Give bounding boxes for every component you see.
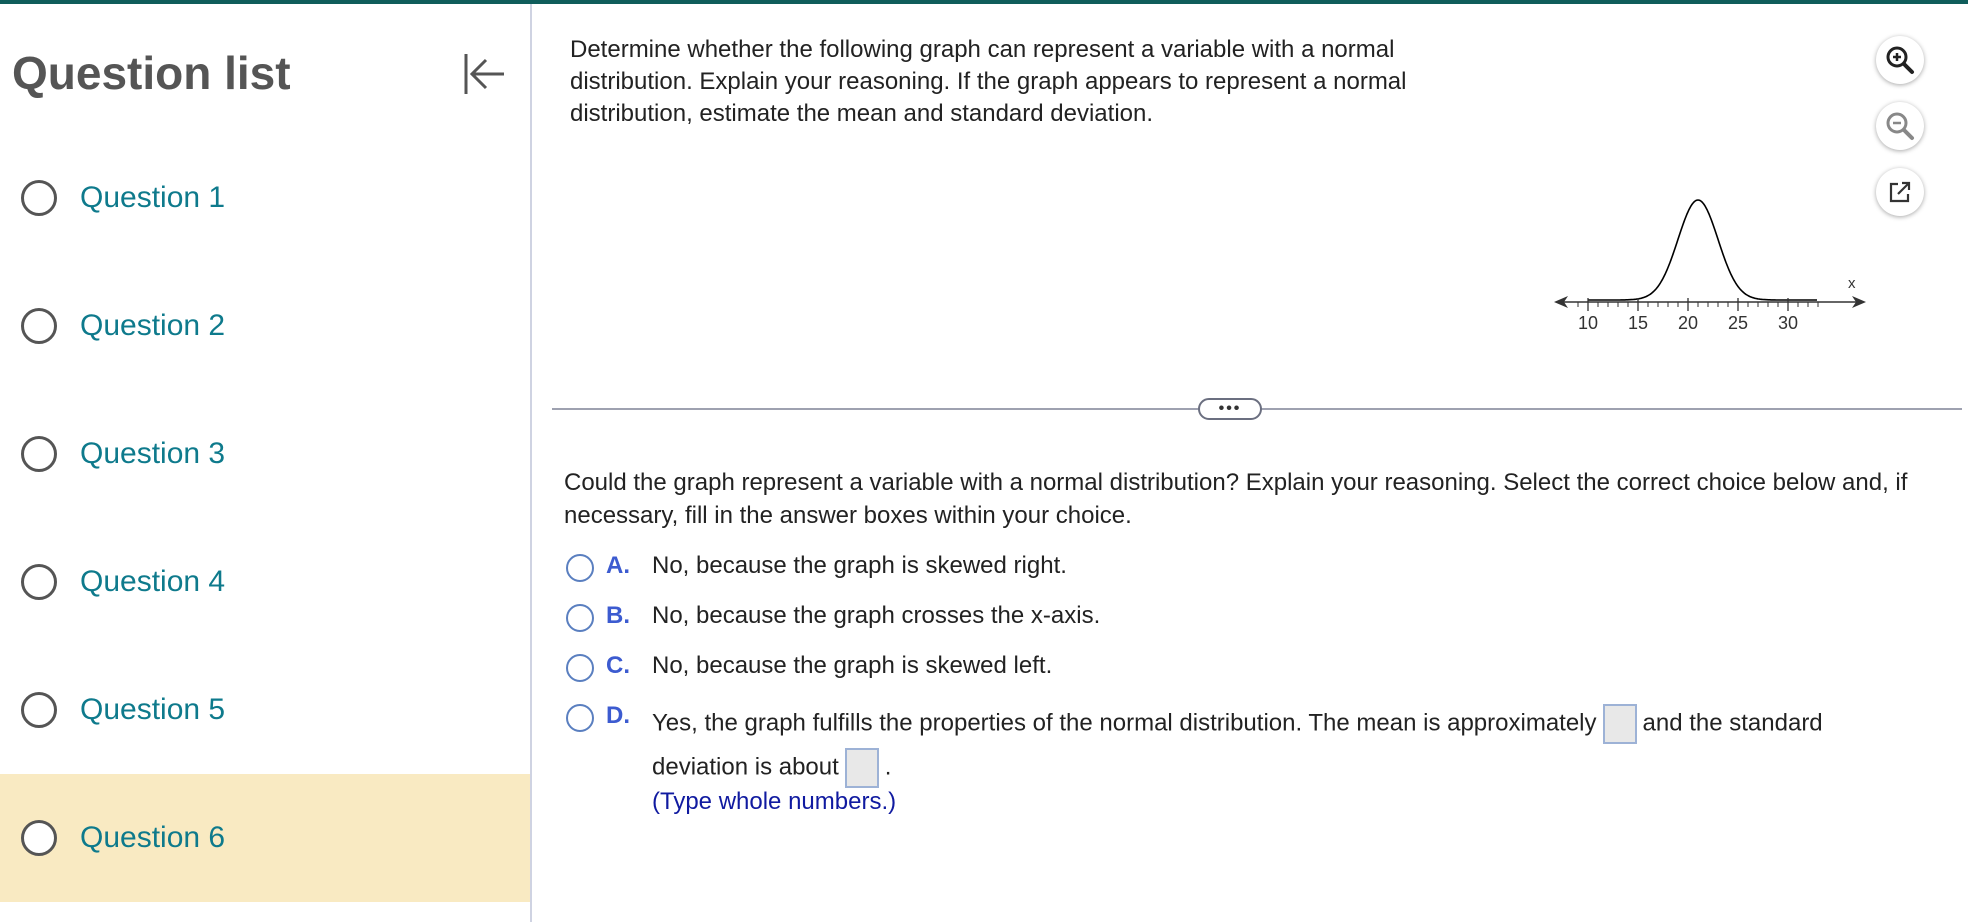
choice-text: No, because the graph is skewed left. [652,652,1053,679]
choice-b[interactable] [566,602,1101,632]
zoom-out-icon [1884,110,1916,142]
choice-text [652,704,1823,744]
question-item-6[interactable] [0,774,530,902]
choice-letter: C. [606,652,630,679]
question-item-3[interactable] [0,390,530,518]
x-axis-label: x [1848,275,1856,292]
radio-icon[interactable] [566,554,594,582]
chart-svg [1550,168,1880,348]
question-label: Question 6 [80,821,226,854]
choice-d-text-1: Yes, the graph fulfills the properties of the normal distribution. The mean is approximately [652,709,1597,737]
choice-d[interactable] [566,702,1823,815]
sd-answer-box[interactable] [845,748,879,788]
choice-letter: D. [606,702,630,729]
question-label: Question 4 [80,565,226,598]
tick-labels [1578,313,1798,333]
question-text: Could the graph represent a variable with a normal distribution? Explain your reasoning. Select the correct choice below and, if necessary, fill in the answer boxes within your choice. [564,469,1908,529]
question-prompt: Determine whether the following graph can represent a variable with a normal distribution. Explain your reasoning. If the graph appears to represent a normal distribution, estimate the mean and standard deviation. [570,36,1407,127]
radio-icon [21,820,57,856]
question-item-1[interactable] [0,134,530,262]
choice-text-line2 [652,748,891,788]
tick-label: 15 [1627,313,1649,333]
radio-icon[interactable] [566,654,594,682]
choice-c[interactable] [566,652,1053,682]
question-item-2[interactable] [0,262,530,390]
popout-icon [1884,176,1916,208]
collapse-sidebar-button[interactable] [458,48,510,100]
question-list-sidebar [0,4,530,924]
question-item-4[interactable] [0,518,530,646]
zoom-in-button[interactable] [1876,36,1924,84]
mean-answer-box[interactable] [1603,704,1637,744]
resize-handle[interactable] [1198,398,1262,420]
tick-label: 30 [1777,313,1799,333]
choice-letter: A. [606,552,630,579]
radio-icon [21,564,57,600]
choice-a[interactable] [566,552,1067,582]
choice-text: No, because the graph is skewed right. [652,552,1067,579]
radio-icon [21,436,57,472]
zoom-in-icon [1884,44,1916,76]
choice-d-text-4: . [884,753,892,781]
radio-icon[interactable] [566,604,594,632]
question-label: Question 3 [80,437,226,470]
tick-label: 10 [1577,313,1599,333]
question-label: Question 5 [80,693,226,726]
sidebar-divider [530,4,532,922]
distribution-curve [1588,200,1817,300]
tick-label: 25 [1727,313,1749,333]
tick-label: 20 [1677,313,1699,333]
more-dots-icon: ••• [1218,400,1242,417]
choice-letter: B. [606,602,630,629]
collapse-left-icon [458,48,510,100]
choice-d-text-2: and the standard [1642,709,1823,737]
normal-curve-chart [1550,168,1880,348]
choice-d-text-3: deviation is about [652,753,839,781]
question-item-5[interactable] [0,646,530,774]
sidebar-title: Question list [12,47,291,99]
radio-icon [21,180,57,216]
radio-icon [21,692,57,728]
radio-icon[interactable] [566,704,594,732]
question-label: Question 2 [80,309,226,342]
zoom-out-button[interactable] [1876,102,1924,150]
radio-icon [21,308,57,344]
popout-button[interactable] [1876,168,1924,216]
choice-text: No, because the graph crosses the x-axis. [652,602,1101,629]
hint-text: (Type whole numbers.) [652,788,897,815]
question-label: Question 1 [80,181,226,214]
